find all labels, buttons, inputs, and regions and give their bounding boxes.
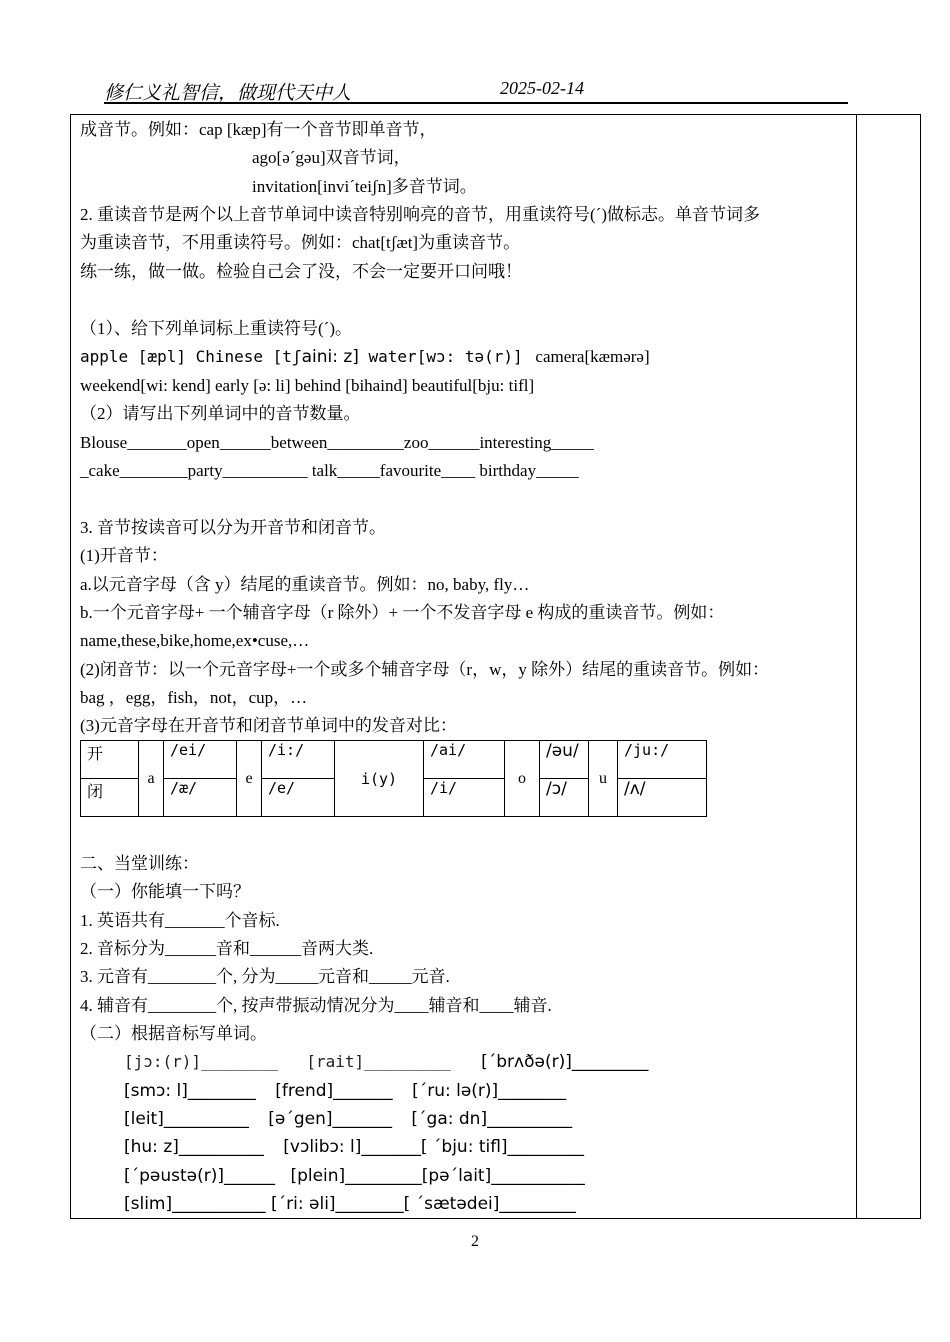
phonetic-item: [ ´bju: tifl]_________ — [420, 1137, 585, 1157]
open-sound-cell: /ju:/ — [618, 741, 707, 779]
syllable-line-2: (1)开音节： — [80, 546, 168, 565]
closed-sound-cell: /ʌ/ — [618, 779, 707, 817]
page-header — [104, 78, 848, 104]
school-motto: 修仁义礼智信，做现代天中人 — [104, 83, 352, 104]
training-subtitle-1: （一）你能填一下吗？ — [80, 882, 250, 901]
phonetic-item: [rait]_________ — [306, 1052, 451, 1071]
practice-prompt: 练一练，做一做。检验自己会了没，不会一定要开口问哦！ — [80, 262, 522, 281]
phonetic-row-4 — [124, 1136, 584, 1158]
exercise-1-title: （1）、给下列单词标上重读符号(´)。 — [80, 319, 352, 338]
exercise-1-word-a: apple [æpl] Chinese [tʃ — [80, 347, 302, 366]
phonetic-item: [frend]_______ — [275, 1081, 393, 1101]
syllable-line-4: b.一个元音字母+ 一个辅音字母（r 除外）+ 一个不发音字母 e 构成的重读音节。例如： — [80, 603, 725, 622]
header-date: 2025-02-14 — [500, 78, 584, 98]
open-sound-cell: /ai/ — [424, 741, 505, 779]
vowel-cell: u — [589, 741, 618, 817]
phonetic-item: [´ru: lə(r)]________ — [412, 1081, 567, 1101]
syllable-line-3: a.以元音字母（含 y）结尾的重读音节。例如：no, baby, fly… — [80, 575, 530, 594]
phonetic-item: [´pəustə(r)]______ — [124, 1166, 276, 1186]
phonetic-item: [´brʌðə(r)]_________ — [481, 1052, 649, 1072]
exercise-2-title: （2）请写出下列单词中的音节数量。 — [80, 404, 361, 423]
exercise-2-row-1: Blouse_______open______between_________zoo______interesting_____ — [80, 433, 594, 452]
phonetic-row-2 — [124, 1080, 566, 1102]
closed-sound-cell: /æ/ — [164, 779, 237, 817]
intro-line-3: invitation[invi´teiʃn]多音节词。 — [252, 177, 477, 196]
open-sound-cell: /əu/ — [540, 741, 589, 779]
phonetic-row-3 — [124, 1108, 572, 1130]
stress-line-2: 为重读音节，不用重读符号。例如：chat[tʃæt]为重读音节。 — [80, 233, 521, 252]
phonetic-item: [leit]__________ — [124, 1109, 249, 1129]
page-number: 2 — [471, 1233, 479, 1250]
intro-line-1: 成音节。例如：cap [kæp]有一个音节即单音节， — [80, 120, 437, 139]
vowel-cell: a — [139, 741, 164, 817]
intro-line-2: ago[ə´gəu]双音节词， — [252, 148, 411, 167]
question-2: 2. 音标分为______音和______音两大类. — [80, 939, 374, 958]
phonetic-item: [plein]_________ — [290, 1166, 422, 1186]
phonetic-item: [pə´lait]___________ — [421, 1166, 585, 1186]
phonetic-item: [slim]___________ — [124, 1194, 266, 1214]
phonetic-item: [ə´gen]_______ — [268, 1109, 392, 1129]
exercise-1-word-d: camera[kæmərə] — [535, 347, 650, 366]
closed-sound-cell: /ɔ/ — [540, 779, 589, 817]
phonetic-item: [vɔlibɔ: l]_______ — [283, 1137, 421, 1157]
vowel-cell: e — [237, 741, 262, 817]
table-row-open — [81, 741, 707, 779]
question-4: 4. 辅音有________个, 按声带振动情况分为____辅音和____辅音. — [80, 996, 552, 1015]
syllable-line-5: name,these,bike,home,ex•cuse,… — [80, 631, 310, 650]
margin-column-divider — [856, 115, 857, 1218]
phonetic-item: [´ga: dn]__________ — [411, 1109, 573, 1129]
exercise-1-word-c: water[wɔ: tə(r)] — [358, 347, 523, 366]
open-sound-cell: /ei/ — [164, 741, 237, 779]
exercise-1-row-1 — [80, 346, 650, 368]
open-label-cell: 开 — [81, 741, 139, 779]
open-sound-cell: /i:/ — [262, 741, 335, 779]
phonetic-item: [smɔ: l]________ — [124, 1081, 256, 1101]
syllable-line-8: (3)元音字母在开音节和闭音节单词中的发音对比： — [80, 716, 457, 735]
syllable-line-7: bag ，egg，fish，not，cup，… — [80, 688, 308, 707]
phonetic-item: [jɔ:(r)]________ — [124, 1052, 279, 1071]
question-3: 3. 元音有________个, 分为_____元音和_____元音. — [80, 967, 450, 986]
exercise-1-row-2: weekend[wi: kend] early [ə: li] behind [bihaind] beautiful[bju: tifl] — [80, 376, 535, 395]
training-subtitle-2: （二）根据音标写单词。 — [80, 1024, 267, 1043]
closed-label-cell: 闭 — [81, 779, 139, 817]
phonetic-row-5 — [124, 1165, 585, 1187]
vowel-cell: i(y) — [335, 741, 424, 817]
phonetic-row-1 — [124, 1051, 648, 1073]
phonetic-row-6 — [124, 1193, 576, 1215]
exercise-1-word-b: aini: z] — [301, 347, 359, 367]
phonetic-item: [ ´sætədei]_________ — [403, 1194, 576, 1214]
syllable-line-1: 3. 音节按读音可以分为开音节和闭音节。 — [80, 518, 386, 537]
question-1: 1. 英语共有_______个音标. — [80, 911, 280, 930]
stress-line-1: 2. 重读音节是两个以上音节单词中读音特别响亮的音节，用重读符号(´)做标志。单音节词多 — [80, 205, 760, 224]
phonetic-item: [hu: z]__________ — [124, 1137, 264, 1157]
syllable-line-6: (2)闭音节：以一个元音字母+一个或多个辅音字母（r，w，y 除外）结尾的重读音节。例如： — [80, 660, 770, 679]
phonetic-item: [´ri: əli]________ — [271, 1194, 404, 1214]
training-title: 二、当堂训练： — [80, 854, 199, 873]
vowel-comparison-table — [80, 740, 707, 817]
exercise-2-row-2: _cake________party__________ talk_____favourite____ birthday_____ — [80, 461, 579, 480]
closed-sound-cell: /e/ — [262, 779, 335, 817]
closed-sound-cell: /i/ — [424, 779, 505, 817]
vowel-cell: o — [505, 741, 540, 817]
